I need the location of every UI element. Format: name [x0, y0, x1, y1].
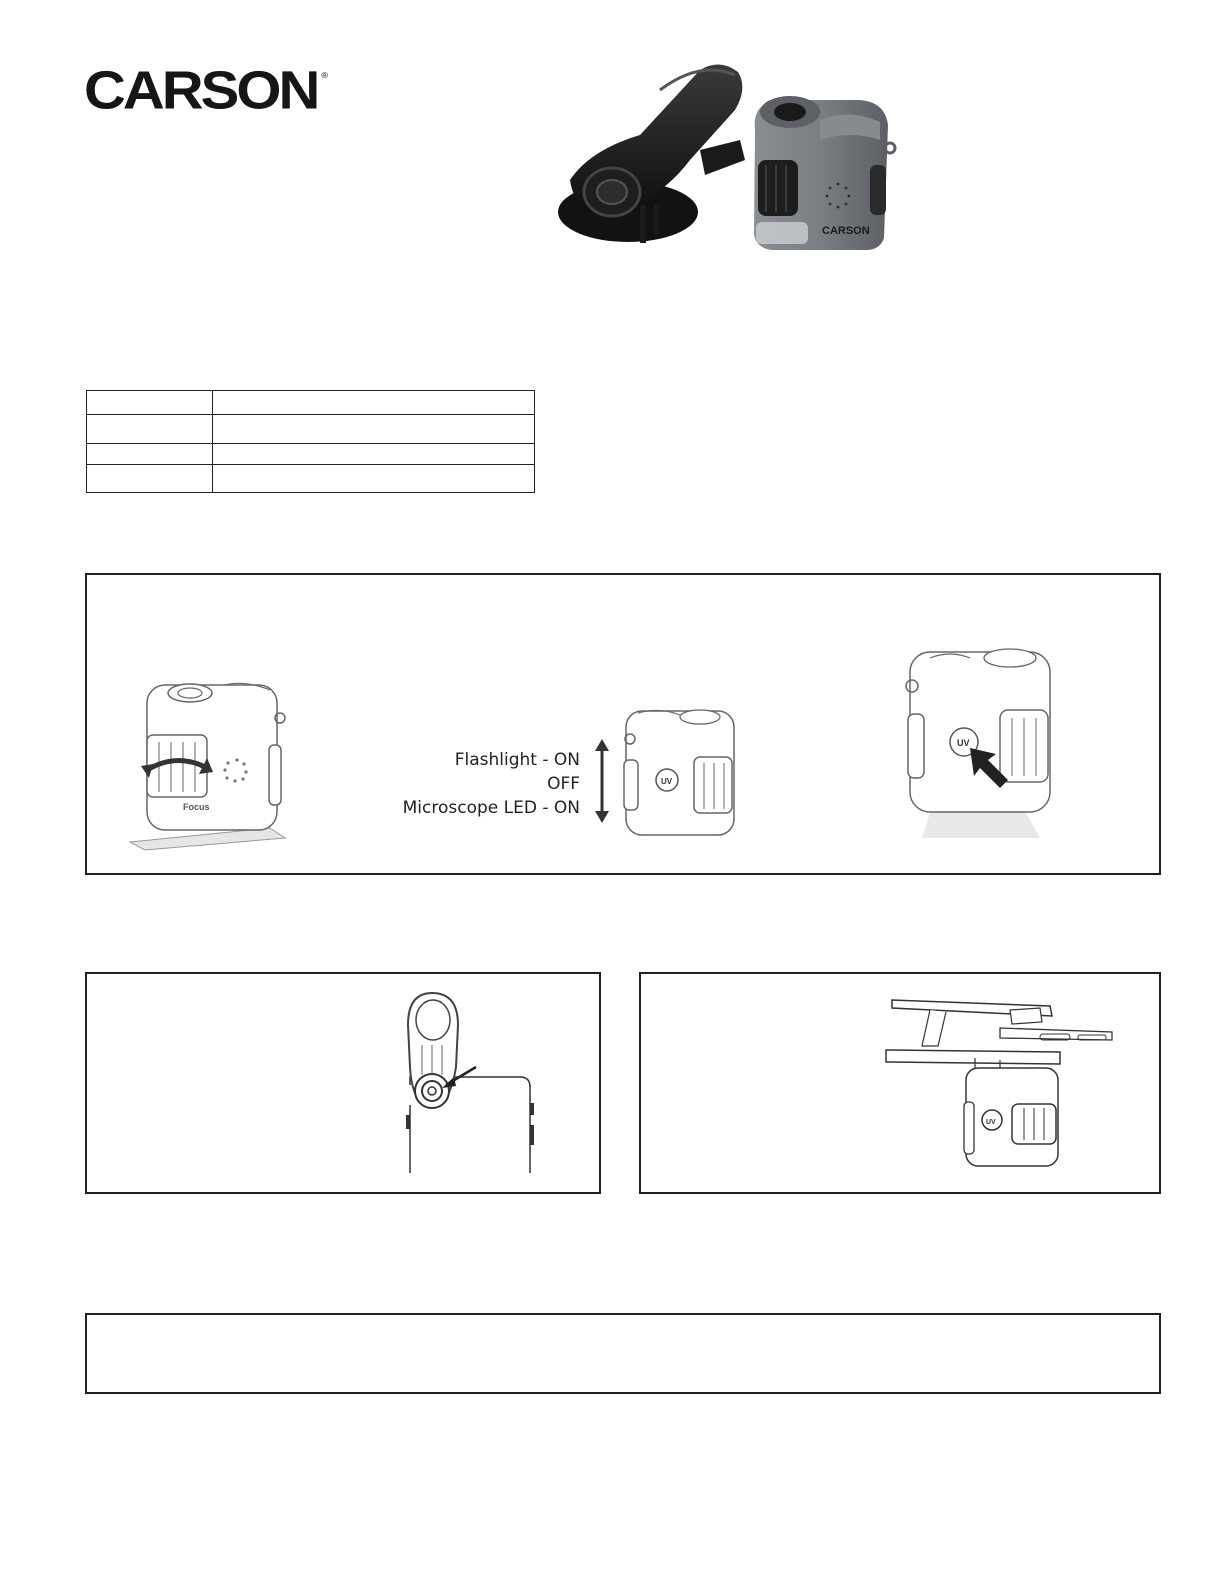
spec-cell — [213, 415, 535, 444]
product-brand-mark: CARSON — [822, 225, 870, 237]
spec-cell — [87, 415, 213, 444]
clip-attach-illustration — [400, 985, 550, 1175]
notice-box — [85, 1313, 1161, 1394]
spec-cell — [213, 465, 535, 493]
uv-illustration — [900, 648, 1060, 838]
spec-cell — [87, 444, 213, 465]
flashlight-on-label: Flashlight - ON — [454, 750, 580, 770]
brand-logo-text: CARSON — [84, 60, 318, 121]
spec-table — [86, 390, 535, 493]
spec-cell — [213, 444, 535, 465]
switch-illustration — [590, 705, 750, 845]
uv-button-label: UV — [986, 1119, 996, 1126]
double-arrow-icon — [595, 739, 609, 823]
off-label: OFF — [547, 774, 580, 794]
spec-cell — [213, 391, 535, 415]
spec-cell — [87, 391, 213, 415]
product-photo — [0, 0, 1224, 300]
registered-mark: ® — [321, 70, 328, 80]
microscope-led-on-label: Microscope LED - ON — [402, 798, 580, 818]
phone-mount-illustration — [880, 990, 1120, 1170]
focus-label: Focus — [183, 802, 210, 812]
phone-clip-image — [558, 64, 745, 243]
uv-button-label: UV — [661, 777, 673, 786]
microscope-image — [754, 96, 895, 250]
spec-cell — [87, 465, 213, 493]
uv-button-label: UV — [957, 738, 970, 748]
switch-position-labels — [380, 748, 580, 820]
focus-illustration — [125, 680, 305, 850]
